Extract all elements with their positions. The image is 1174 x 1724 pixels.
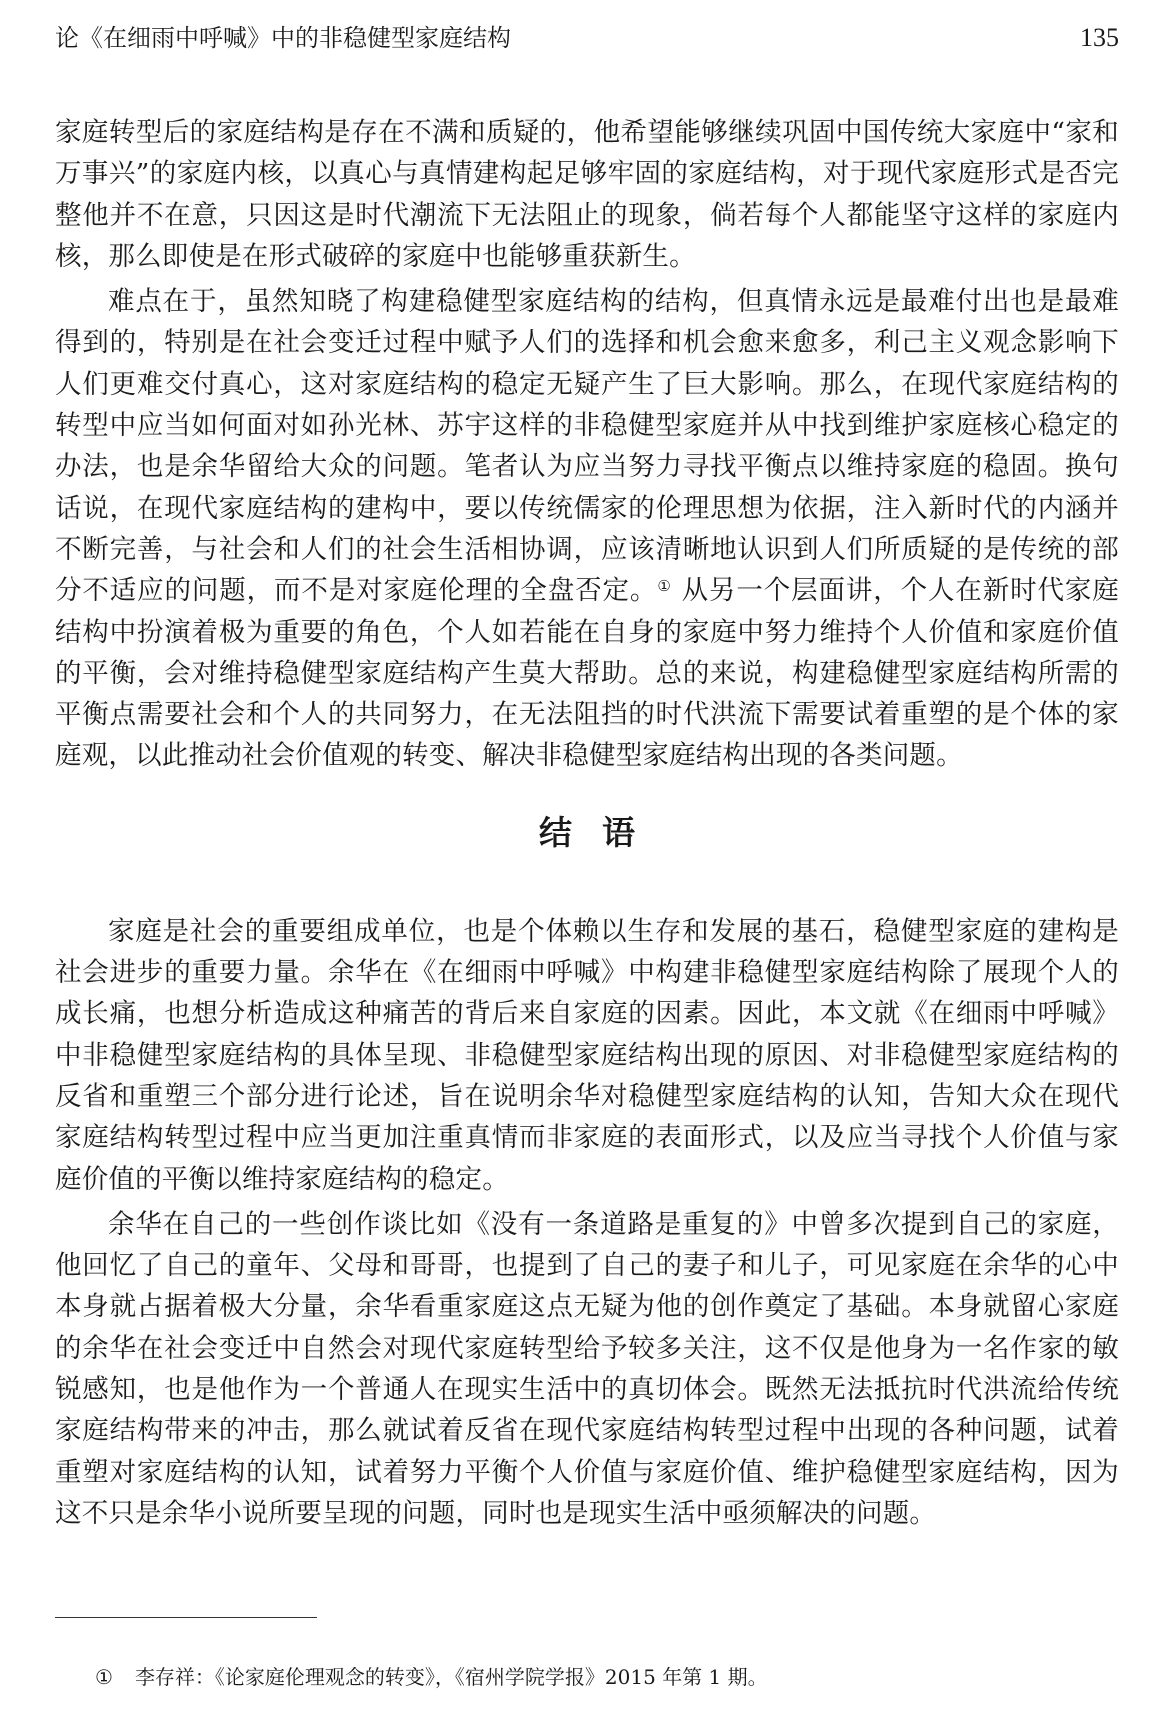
running-title: 论《在细雨中呼喊》中的非稳健型家庭结构 <box>55 24 511 52</box>
running-header <box>55 18 1119 58</box>
paragraph-difficulty <box>55 281 1119 777</box>
paragraph-text: 从另一个层面讲，个人在新时代家庭结构中扮演着极为重要的角色，个人如若能在自身的家庭中努力维持个人价值和家庭价值的平衡，会对维持稳健型家庭结构产生莫大帮助。总的来说，构建稳健型家庭结构所需的平衡点需要社会和个人的共同努力，在无法阻挡的时代洪流下需要试着重塑的是个体的家庭观，以此推动社会价值观的转变、解决非稳健型家庭结构出现的各类问题。 <box>55 575 1119 772</box>
footnote <box>95 1662 1119 1692</box>
page-number: 135 <box>1080 23 1119 52</box>
footnote-text: 李存祥：《论家庭伦理观念的转变》，《宿州学院学报》2015 年第 1 期。 <box>134 1665 768 1689</box>
footnote-divider <box>55 1617 317 1618</box>
paragraph-text: 难点在于，虽然知晓了构建稳健型家庭结构的结构，但真情永远是最难付出也是最难得到的，特别是在社会变迁过程中赋予人们的选择和机会愈来愈多，利己主义观念影响下人们更难交付真心，这对家庭结构的稳定无疑产生了巨大影响。那么，在现代家庭结构的转型中应当如何面对如孙光林、苏宇这样的非稳健型家庭并从中找到维护家庭核心稳定的办法，也是余华留给大众的问题。笔者认为应当努力寻找平衡点以维持家庭的稳固。换句话说，在现代家庭结构的建构中，要以传统儒家的伦理思想为依据，注入新时代的内涵并不断完善，与社会和人们的社会生活相协调，应该清晰地认识到人们所质疑的是传统的部分不适应的问题，而不是对家庭伦理的全盘否定。 <box>55 286 1119 607</box>
article-body <box>55 112 1119 1538</box>
paragraph-conclusion-1: 家庭是社会的重要组成单位，也是个体赖以生存和发展的基石，稳健型家庭的建构是社会进步的重要力量。余华在《在细雨中呼喊》中构建非稳健型家庭结构除了展现个人的成长痛，也想分析造成这种痛苦的背后来自家庭的因素。因此，本文就《在细雨中呼喊》中非稳健型家庭结构的具体呈现、非稳健型家庭结构出现的原因、对非稳健型家庭结构的反省和重塑三个部分进行论述，旨在说明余华对稳健型家庭结构的认知，告知大众在现代家庭结构转型过程中应当更加注重真情而非家庭的表面形式，以及应当寻找个人价值与家庭价值的平衡以维持家庭结构的稳定。 <box>55 915 1119 1195</box>
section-heading: 结语 <box>539 812 665 852</box>
paragraph-conclusion-2: 余华在自己的一些创作谈比如《没有一条道路是重复的》中曾多次提到自己的家庭，他回忆了自己的童年、父母和哥哥，也提到了自己的妻子和儿子，可见家庭在余华的心中本身就占据着极大分量，余华看重家庭这点无疑为他的创作奠定了基础。本身就留心家庭的余华在社会变迁中自然会对现代家庭转型给予较多关注，这不仅是他身为一名作家的敏锐感知，也是他作为一个普通人在现实生活中的真切体会。既然无法抵抗时代洪流给传统家庭结构带来的冲击，那么就试着反省在现代家庭结构转型过程中出现的各种问题，试着重塑对家庭结构的认知，试着努力平衡个人价值与家庭价值、维护稳健型家庭结构，因为这不只是余华小说所要呈现的问题，同时也是现实生活中亟须解决的问题。 <box>55 1208 1119 1529</box>
footnote-reference[interactable]: ① <box>657 577 672 596</box>
paragraph-continued: 家庭转型后的家庭结构是存在不满和质疑的，他希望能够继续巩固中国传统大家庭中“家和万事兴”的家庭内核，以真心与真情建构起足够牢固的家庭结构，对于现代家庭形式是否完整他并不在意，只因这是时代潮流下无法阻止的现象，倘若每个人都能坚守这样的家庭内核，那么即使是在形式破碎的家庭中也能够重获新生。 <box>55 117 1119 272</box>
footnote-mark: ① <box>95 1665 113 1689</box>
